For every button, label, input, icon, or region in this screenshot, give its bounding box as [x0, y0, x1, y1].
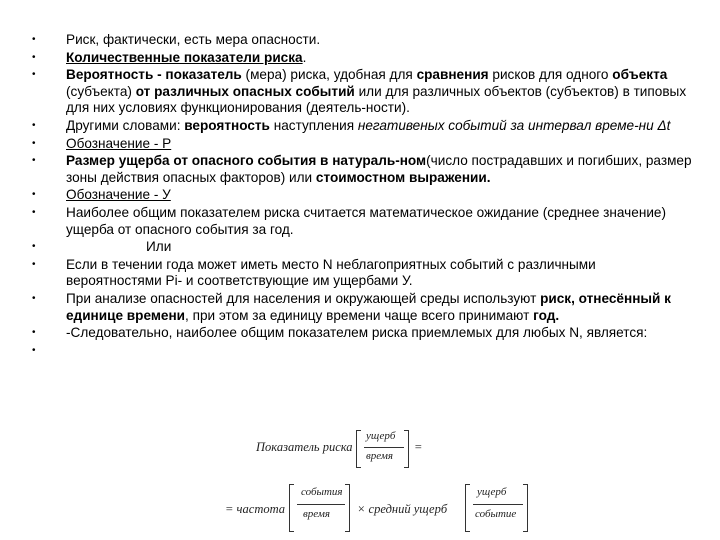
formula2-numerator2: ущерб	[477, 486, 507, 498]
bullet-dot-icon: •	[32, 119, 36, 131]
bullet-text-run: сравнения	[416, 67, 489, 83]
bullet-text-run: (субъекта)	[66, 83, 136, 99]
bullet-dot-icon: •	[32, 206, 36, 218]
bullet-dot-icon: •	[32, 292, 36, 304]
formula1-denominator: время	[366, 450, 394, 462]
formula2-denominator2: событие	[475, 508, 517, 520]
bullet-item	[32, 50, 692, 67]
bullet-dot-icon: •	[32, 155, 36, 167]
bullet-text-run: (мера) риска, удобная для	[241, 67, 417, 83]
bullet-text-run: Вероятность - показатель	[66, 67, 242, 83]
bullet-item	[32, 118, 692, 135]
bullet-text-run: , при этом за единицу времени чаще всего принимают	[185, 307, 534, 323]
bullet-text-run: наступления	[269, 117, 358, 133]
bullet-text-run: негативеных событий за интервал време-ни Δt	[357, 117, 671, 133]
bullet-text-run: -Следовательно, наиболее общим показателем риска приемлемых для любых N, является:	[66, 325, 648, 341]
bullet-text-run: Другими словами:	[66, 117, 185, 133]
bullet-text-run: .	[302, 49, 307, 65]
formula-frequency-damage	[225, 480, 705, 536]
formula2-bracket1-right	[345, 484, 350, 532]
formula2-fraction-line1	[297, 504, 345, 505]
bullet-item	[32, 153, 692, 186]
formula2-bracket2-left	[465, 484, 470, 532]
bullet-dot-icon: •	[32, 327, 36, 339]
bullet-text-run: год.	[533, 307, 560, 323]
formula1-bracket-left	[356, 430, 361, 468]
formula2-fraction-line2	[473, 504, 523, 505]
formula1-equals: =	[414, 440, 423, 454]
formula1-lhs: Показатель риска	[256, 440, 353, 454]
bullet-text	[66, 187, 171, 202]
bullet-text	[66, 118, 670, 133]
bullet-text	[66, 32, 320, 47]
formula2-bracket1-left	[289, 484, 294, 532]
bullet-item	[32, 32, 692, 49]
bullet-text-run: рисков для одного	[488, 67, 613, 83]
bullet-text-run: риск, отнесённый к единице времени	[66, 290, 671, 323]
bullet-dot-icon: •	[32, 344, 36, 356]
bullet-text-run: (число пострадавших и погибших, размер зоны действия опасных факторов) или	[66, 153, 692, 185]
bullet-text-run: Наиболее общим показателем риска считается математическое ожидание (среднее значение) ущерба от опасного события за год.	[66, 204, 667, 237]
bullet-text	[66, 50, 306, 65]
formula-risk-indicator	[256, 425, 426, 475]
bullet-text	[66, 136, 171, 151]
bullet-text-run: Обозначение - У	[66, 187, 171, 203]
bullet-text-run: стоимостном выражении.	[315, 169, 491, 185]
bullet-text	[66, 325, 647, 340]
bullet-text-run: Или	[146, 239, 172, 255]
formula1-bracket-right	[404, 430, 409, 468]
bullet-item	[32, 325, 692, 342]
bullet-text-run: Риск, фактически, есть мера опасности.	[66, 32, 321, 47]
bullet-text-run: Размер ущерба от опасного события в натураль-ном	[66, 153, 427, 169]
bullet-text	[66, 205, 666, 237]
bullet-text-run: Если в течении года может иметь место N неблагоприятных событий с различными вероятностями Pi- и соответствующие им ущербами У.	[66, 256, 596, 289]
bullet-item	[32, 205, 692, 238]
bullet-text	[66, 153, 692, 185]
bullet-item	[32, 67, 692, 117]
bullet-dot-icon: •	[32, 241, 36, 253]
formula1-fraction-line	[364, 447, 404, 448]
bullet-dot-icon: •	[32, 258, 36, 270]
bullet-text-run: Обозначение - Р	[66, 135, 172, 151]
bullet-item	[32, 187, 692, 204]
bullet-dot-icon: •	[32, 34, 36, 45]
bullet-text	[66, 257, 596, 289]
bullet-list	[32, 32, 692, 356]
bullet-text-run: Количественные показатели риска	[66, 49, 303, 65]
bullet-text-run: объекта	[612, 67, 668, 83]
bullet-text	[66, 67, 686, 115]
formula2-times: × средний ущерб	[357, 502, 448, 516]
bullet-dot-icon: •	[32, 69, 36, 81]
formula1-numerator: ущерб	[366, 430, 396, 442]
bullet-dot-icon: •	[32, 51, 36, 63]
bullet-item	[32, 239, 692, 256]
formula2-lhs: = частота	[225, 502, 286, 516]
bullet-text	[66, 291, 671, 323]
bullet-text	[66, 239, 171, 254]
bullet-text-run: от различных опасных событий	[135, 83, 355, 99]
formula2-numerator1: события	[301, 486, 343, 498]
bullet-text-run: вероятность	[184, 117, 270, 133]
formula2-denominator1: время	[303, 508, 331, 520]
bullet-item	[32, 257, 692, 290]
bullet-item	[32, 136, 692, 153]
bullet-text-run: или для различных объектов (субъектов) в типовых для них условиях функционирования (деятель-ности).	[66, 83, 687, 116]
bullet-dot-icon: •	[32, 189, 36, 201]
bullet-dot-icon: •	[32, 137, 36, 149]
bullet-item	[32, 291, 692, 324]
formula2-bracket2-right	[523, 484, 528, 532]
bullet-text-run: При анализе опасностей для населения и окружающей среды используют	[66, 290, 541, 306]
